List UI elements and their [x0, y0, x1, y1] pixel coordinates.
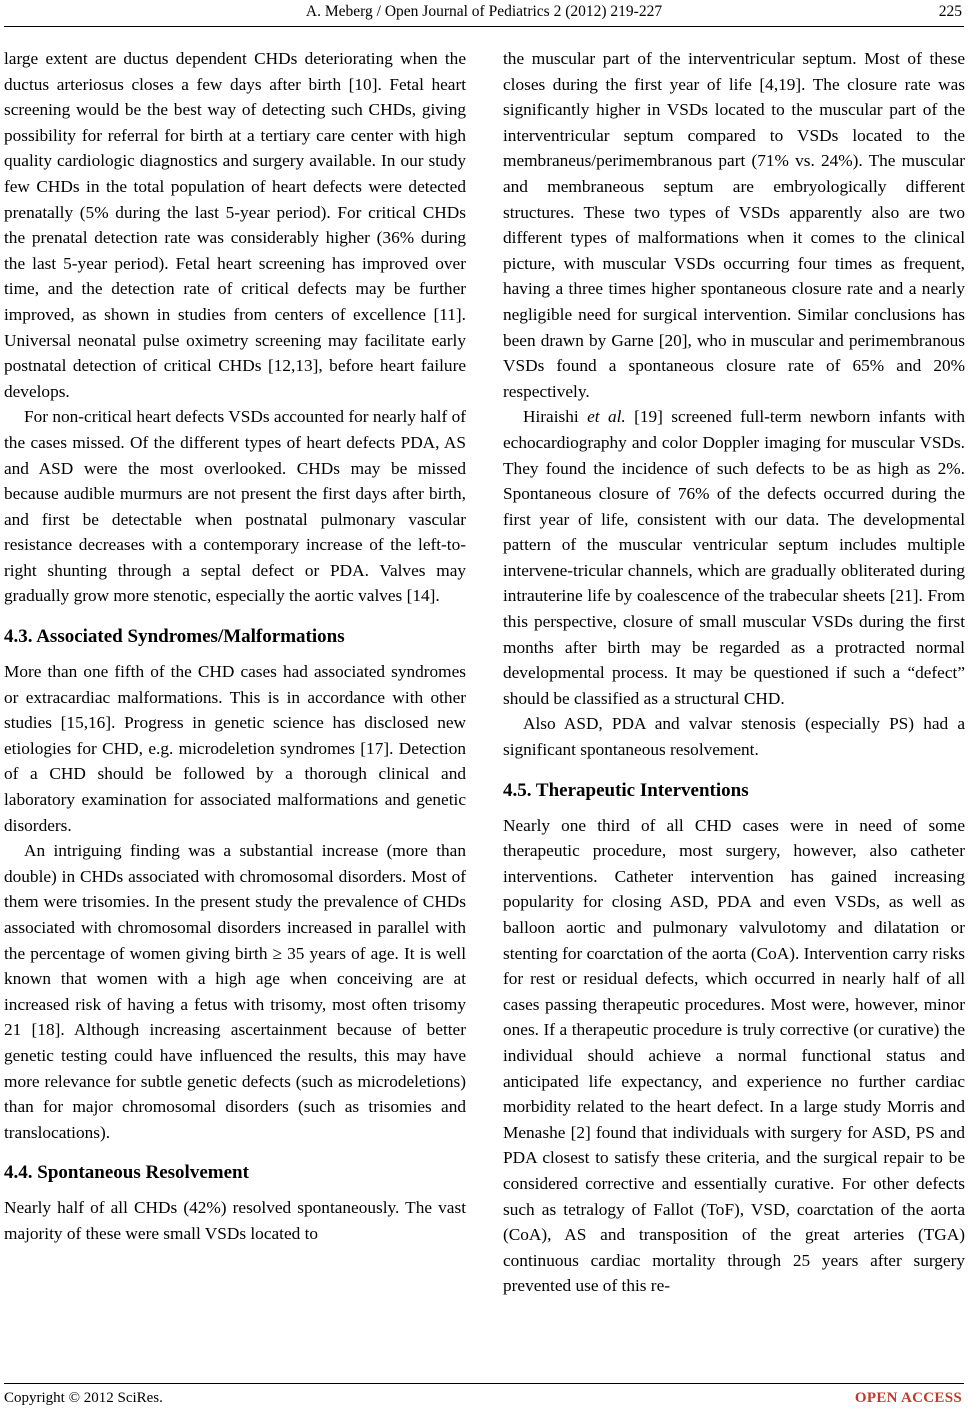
footer-rule [4, 1383, 964, 1384]
paragraph [503, 404, 965, 711]
right-column [503, 46, 965, 1299]
section-heading-4-4: 4.4. Spontaneous Resolvement [4, 1162, 249, 1184]
left-column [4, 46, 466, 1247]
paragraph: Nearly half of all CHDs (42%) resolved spontaneously. The vast majority of these were small VSDs located to [4, 1198, 466, 1243]
italic-citation: et al. [587, 407, 626, 427]
section-heading-4-3: 4.3. Associated Syndromes/Malformations [4, 626, 345, 648]
page-number: 225 [938, 3, 962, 20]
copyright-notice: Copyright © 2012 SciRes. [4, 1390, 163, 1406]
paragraph: More than one fifth of the CHD cases had associated syndromes or extracardiac malformations. This is in accordance with other studies [15,16]. Progress in genetic science has disclosed new etiologies for CHD, e.g. microdeletion syndromes [17]. Detection of a CHD should be followed by a thorough clinical and laboratory examination for associated malformations and genetic disorders. [4, 662, 466, 835]
paragraph: Also ASD, PDA and valvar stenosis (especially PS) had a significant spontaneous resolvement. [503, 714, 965, 760]
paragraph-text: Hiraishi [523, 407, 588, 427]
paragraph: Nearly one third of all CHD cases were in need of some therapeutic procedure, most surgery, however, also catheter interventions. Catheter intervention has gained increasing popularity for closing ASD, PDA and even VSDs, as well as balloon aortic and pulmonary valvulotomy and dilatation or stenting for coarctation of the aorta (CoA). Intervention carry risks for rest or residual defects, which occurred in nearly half of all cases passing therapeutic procedures. Most were, however, minor ones. If a therapeutic procedure is truly corrective (or curative) the individual should achieve a normal functional status and anticipated life expectancy, and experience no further cardiac morbidity related to the heart defect. In a large study Morris and Menashe [2] found that individuals with surgery for ASD, PS and PDA closest to satisfy these criteria, and the surgical repair to be considered corrective and essentially curative. For other defects such as tetralogy of Fallot (ToF), VSD, coarctation of the aorta (CoA), AS and transposition of the great arteries (TGA) continuous cardiac mortality through 25 years after surgery prevented use of this re- [503, 815, 965, 1296]
paragraph: An intriguing finding was a substantial increase (more than double) in CHDs associated with chromosomal disorders. Most of them were trisomies. In the present study the prevalence of CHDs associated with chromosomal disorders increased in parallel with the percentage of women giving birth ≥ 35 years of age. It is well known that women with a high age when conceiving are at increased risk of having a fetus with trisomy, most often trisomy 21 [18]. Although increasing ascertainment because of better genetic testing could have influenced the results, this may have more relevance for subtle genetic defects (such as microdeletions) than for major chromosomal disorders (such as trisomies and translocations). [4, 841, 466, 1142]
paragraph: For non-critical heart defects VSDs accounted for nearly half of the cases missed. Of the different types of heart defects PDA, AS and ASD were the most overlooked. CHDs may be missed because audible murmurs are not present the first days after birth, and first be detectable when postnatal pulmonary vascular resistance decreases with a contemporary increase of the left-to-right shunting through a septal defect or PDA. Valves may gradually grow more stenotic, especially the aortic valves [14]. [4, 407, 466, 606]
running-title: A. Meberg / Open Journal of Pediatrics 2 (2012) 219-227 [305, 3, 663, 20]
open-access-label: OPEN ACCESS [854, 1390, 962, 1406]
section-heading-4-5: 4.5. Therapeutic Interventions [503, 779, 749, 801]
paragraph-text: [19] screened full-term newborn infants with echocardiography and color Doppler imaging for muscular VSDs. They found the incidence of such defects to be as high as 2%. Spontaneous closure of 76% of the defects occurred during the first year of life, consistent with our data. The developmental pattern of the muscular ventricular septum includes multiple intervene-tricular channels, which are gradually obliterated during intrauterine life by coalescence of the trabecular sheets [21]. From this perspective, closure of small muscular VSDs during the first months after birth may be regarded as a protracted normal developmental process. It may be questioned if such a “defect” should be classified as a structural CHD. [503, 407, 965, 708]
page-footer [0, 1390, 968, 1412]
paragraph: the muscular part of the interventricular septum. Most of these closes during the first year of life [4,19]. The closure rate was significantly higher in VSDs located to the muscular part of the interventricular septum compared to VSDs located to the membraneus/perimembranous part (71% vs. 24%). The muscular and membraneous septum are embryologically different structures. These two types of VSDs apparently also are two different types of malformations when it comes to the clinical picture, with muscular VSDs occurring four times as frequent, having a three times higher spontaneous closure rate and a nearly negligible need for surgical intervention. Similar conclusions has been drawn by Garne [20], who in muscular and perimembranous VSDs found a spontaneous closure rate of 65% and 20% respectively. [503, 49, 965, 401]
header-rule [4, 26, 964, 27]
paragraph: large extent are ductus dependent CHDs deteriorating when the ductus arteriosus closes a few days after birth [10]. Fetal heart screening would be the best way of detecting such CHDs, giving possibility for referral for birth at a tertiary care center with high quality cardiologic diagnostics and surgery available. In our study few CHDs in the total population of heart defects were detected prenatally (5% during the last 5-year period). For critical CHDs the prenatal detection rate was considerably higher (36% during the last 5-year period). Fetal heart screening has improved over time, and the detection rate of critical defects may be further improved, as shown in studies from centers of excellence [11]. Universal neonatal pulse oximetry screening may facilitate early postnatal detection of critical CHDs [12,13], before heart failure develops. [4, 49, 466, 401]
